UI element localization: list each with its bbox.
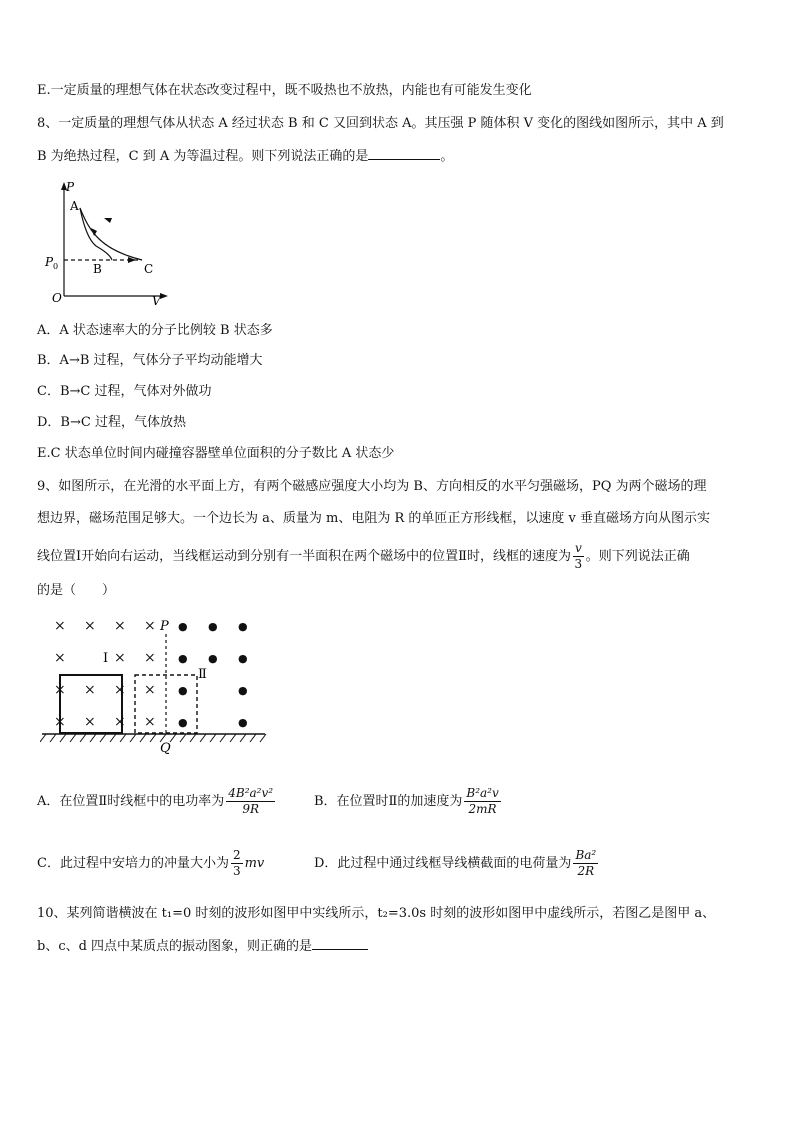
cross: × — [114, 714, 126, 730]
p-axis-label: P — [66, 180, 75, 194]
p0-label: P — [45, 255, 54, 269]
frac-den: 2R — [577, 864, 595, 878]
dot: ● — [238, 716, 248, 729]
position-2-label: Ⅱ — [198, 667, 207, 682]
origin-label: O — [52, 291, 62, 305]
frac-den: 3 — [232, 864, 241, 878]
cross: × — [114, 618, 126, 634]
v-axis-arrow — [160, 293, 168, 299]
dot: ● — [208, 652, 218, 665]
curve-b-to-c — [80, 208, 142, 260]
p0-subscript: 0 — [53, 262, 59, 271]
q9-option-b-text: B．在位置时Ⅱ的加速度为 — [314, 794, 463, 809]
q9-option-a — [37, 786, 277, 817]
q8-pv-diagram — [40, 178, 170, 308]
boundary-q-label: Q — [160, 741, 171, 756]
q8-stem-line2 — [37, 145, 453, 166]
ground-hatching — [40, 734, 266, 742]
dot: ● — [178, 652, 188, 665]
q9-option-b-fraction — [464, 786, 500, 817]
v-axis-label: V — [152, 294, 161, 308]
cross: × — [84, 618, 96, 634]
q7-option-e: E.一定质量的理想气体在状态改变过程中，既不吸热也不放热，内能也有可能发生变化 — [37, 83, 532, 98]
q10-stem-line2 — [37, 935, 368, 956]
q8-answer-blank — [368, 145, 440, 160]
point-a-label: A — [70, 199, 79, 213]
q9-option-d-fraction — [573, 848, 598, 879]
q8-option-d: D．B→C 过程，气体放热 — [37, 415, 186, 430]
cross: × — [114, 650, 126, 666]
frac-num: B²a²v — [466, 786, 499, 800]
q9-stem-line4: 的是（ ） — [37, 583, 116, 598]
dot: ● — [238, 620, 248, 633]
cross: × — [144, 682, 156, 698]
q9-option-a-text: A．在位置Ⅱ时线框中的电功率为 — [37, 794, 225, 809]
q9-stem-line1: 9、如图所示，在光滑的水平面上方，有两个磁感应强度大小均为 B、方向相反的水平匀强磁场，PQ 为两个磁场的理 — [37, 479, 707, 494]
point-c-label: C — [144, 262, 154, 276]
boundary-p-label: P — [160, 619, 169, 634]
q8-option-c: C．B→C 过程，气体对外做功 — [37, 384, 212, 399]
q10-stem-line1: 10、某列简谐横波在 t₁=0 时刻的波形如图甲中实线所示，t₂=3.0s 时刻的波形如图甲中虚线所示，若图乙是图甲 a、 — [37, 906, 716, 921]
frac-num: Ba² — [575, 848, 597, 862]
q9-stem-line2: 想边界，磁场范围足够大。一个边长为 a、质量为 m、电阻为 R 的单匝正方形线框，以速度 v 垂直磁场方向从图示实 — [37, 511, 711, 526]
q9-option-c-text: C．此过程中安培力的冲量大小为 — [37, 856, 229, 871]
dot: ● — [238, 684, 248, 697]
cross: × — [54, 714, 66, 730]
curve-a-to-b — [80, 208, 112, 260]
cross: × — [144, 618, 156, 634]
dot-symbols — [178, 620, 248, 729]
q9-option-d — [314, 848, 600, 879]
q9-option-c-fraction — [231, 848, 243, 879]
q9-velocity-fraction — [573, 541, 584, 572]
q9-stem-line3 — [37, 540, 690, 574]
dot: ● — [178, 716, 188, 729]
q9-magnetic-field-diagram — [40, 612, 270, 757]
frac-den: 3 — [574, 557, 583, 571]
point-b-label: B — [93, 262, 102, 276]
cross: × — [84, 714, 96, 730]
cross: × — [84, 682, 96, 698]
q9-option-b — [314, 786, 503, 817]
position-1-label: Ⅰ — [103, 651, 109, 666]
q10-answer-blank — [312, 935, 368, 950]
q8-option-a: A．A 状态速率大的分子比例较 B 状态多 — [37, 323, 273, 338]
q8-stem-text: B 为绝热过程，C 到 A 为等温过程。则下列说法正确的是 — [37, 149, 369, 164]
cross: × — [54, 618, 66, 634]
q9-stem-text-a: 线位置Ⅰ开始向右运动，当线框运动到分别有一半面积在两个磁场中的位置Ⅱ时，线框的速度为 — [37, 549, 571, 564]
frac-den: 9R — [242, 802, 259, 816]
cross: × — [54, 650, 66, 666]
q10-stem-text: b、c、d 四点中某质点的振动图象，则正确的是 — [37, 939, 313, 954]
arrow-c-a — [104, 218, 112, 223]
dot: ● — [208, 620, 218, 633]
q8-stem-line1: 8、一定质量的理想气体从状态 A 经过状态 B 和 C 又回到状态 A。其压强 P 随体积 V 变化的图线如图所示，其中 A 到 — [37, 116, 724, 131]
cross: × — [144, 714, 156, 730]
q9-option-c-tail: mv — [244, 856, 265, 871]
q9-option-a-fraction — [226, 786, 275, 817]
cross: × — [114, 682, 126, 698]
q8-stem-end: 。 — [440, 149, 454, 164]
cross: × — [144, 650, 156, 666]
q8-option-b: B．A→B 过程，气体分子平均动能增大 — [37, 353, 263, 368]
arrow-a-b — [91, 228, 97, 236]
frac-num: v — [574, 541, 582, 555]
dot: ● — [178, 620, 188, 633]
cross: × — [54, 682, 66, 698]
q9-option-d-text: D．此过程中通过线框导线横截面的电荷量为 — [314, 856, 572, 871]
frac-num: 2 — [232, 848, 241, 862]
q9-option-c — [37, 848, 264, 879]
frac-num: 4B²a²v² — [228, 786, 274, 800]
dot: ● — [178, 684, 188, 697]
dot: ● — [238, 652, 248, 665]
q8-option-e: E.C 状态单位时间内碰撞容器壁单位面积的分子数比 A 状态少 — [37, 446, 395, 461]
frac-den: 2mR — [468, 802, 497, 816]
q9-stem-text-b: 。则下列说法正确 — [585, 549, 690, 564]
